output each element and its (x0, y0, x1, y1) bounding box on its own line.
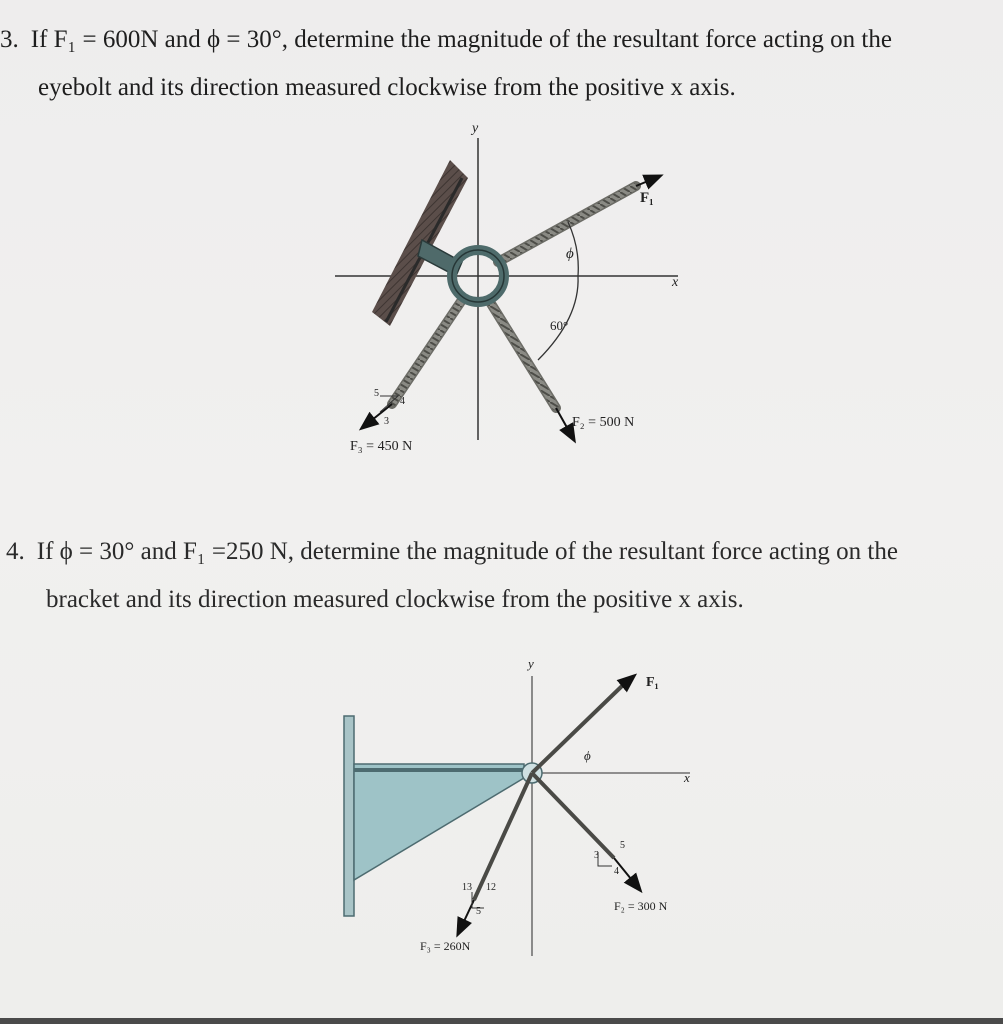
wall-plate (344, 716, 354, 916)
f3-label-2: F₃ = 260N (420, 939, 471, 953)
f1-label-2: F₁ (646, 675, 659, 690)
member-f1 (532, 686, 622, 773)
slope-4-label: 4 (400, 396, 405, 407)
problem-3-line-2: eyebolt and its direction measured clockwise from the positive x axis. (38, 74, 736, 101)
slope-3-label: 3 (384, 416, 389, 427)
slope-12-label: 12 (486, 882, 496, 893)
x-axis-label: x (672, 275, 679, 290)
slope-4-label: 4 (614, 866, 619, 877)
problem-3-number: 3. (0, 26, 19, 53)
problem-4-number: 4. (6, 538, 25, 565)
f1-label: F₁ (640, 190, 654, 206)
slope-13-label: 13 (462, 882, 472, 893)
bracket-body (354, 764, 524, 880)
f2-label: F₂ = 500 N (572, 415, 635, 430)
member-f2 (532, 773, 614, 858)
x-axis-label-2: x (684, 770, 690, 785)
f2-label-2: F₂ = 300 N (614, 899, 668, 913)
y-axis-label: y (472, 121, 479, 136)
phi-label-2: ϕ (584, 748, 591, 763)
slope-3-label: 3 (594, 850, 599, 861)
y-axis-label-2: y (528, 656, 534, 671)
bottom-edge (0, 1018, 1003, 1024)
arrow-f1-2 (622, 676, 634, 686)
phi-label: ϕ (566, 246, 574, 262)
problem-4-line-2: bracket and its direction measured clockwise from the positive x axis. (46, 586, 744, 613)
f3-label: F₃ = 450 N (350, 439, 413, 454)
angle-60-label: 60° (550, 318, 569, 333)
problem-4-text-1: If ϕ = 30° and F₁ =250 N, determine the magnitude of the resultant force acting on the (36, 538, 898, 565)
slope-5b-label: 5 (620, 840, 625, 851)
slope-5-label: 5 (374, 388, 379, 399)
slope-5-label: 5 (476, 906, 481, 917)
problem-3-text-1: If F₁ = 600N and ϕ = 30°, determine the magnitude of the resultant force acting on the (30, 26, 892, 53)
